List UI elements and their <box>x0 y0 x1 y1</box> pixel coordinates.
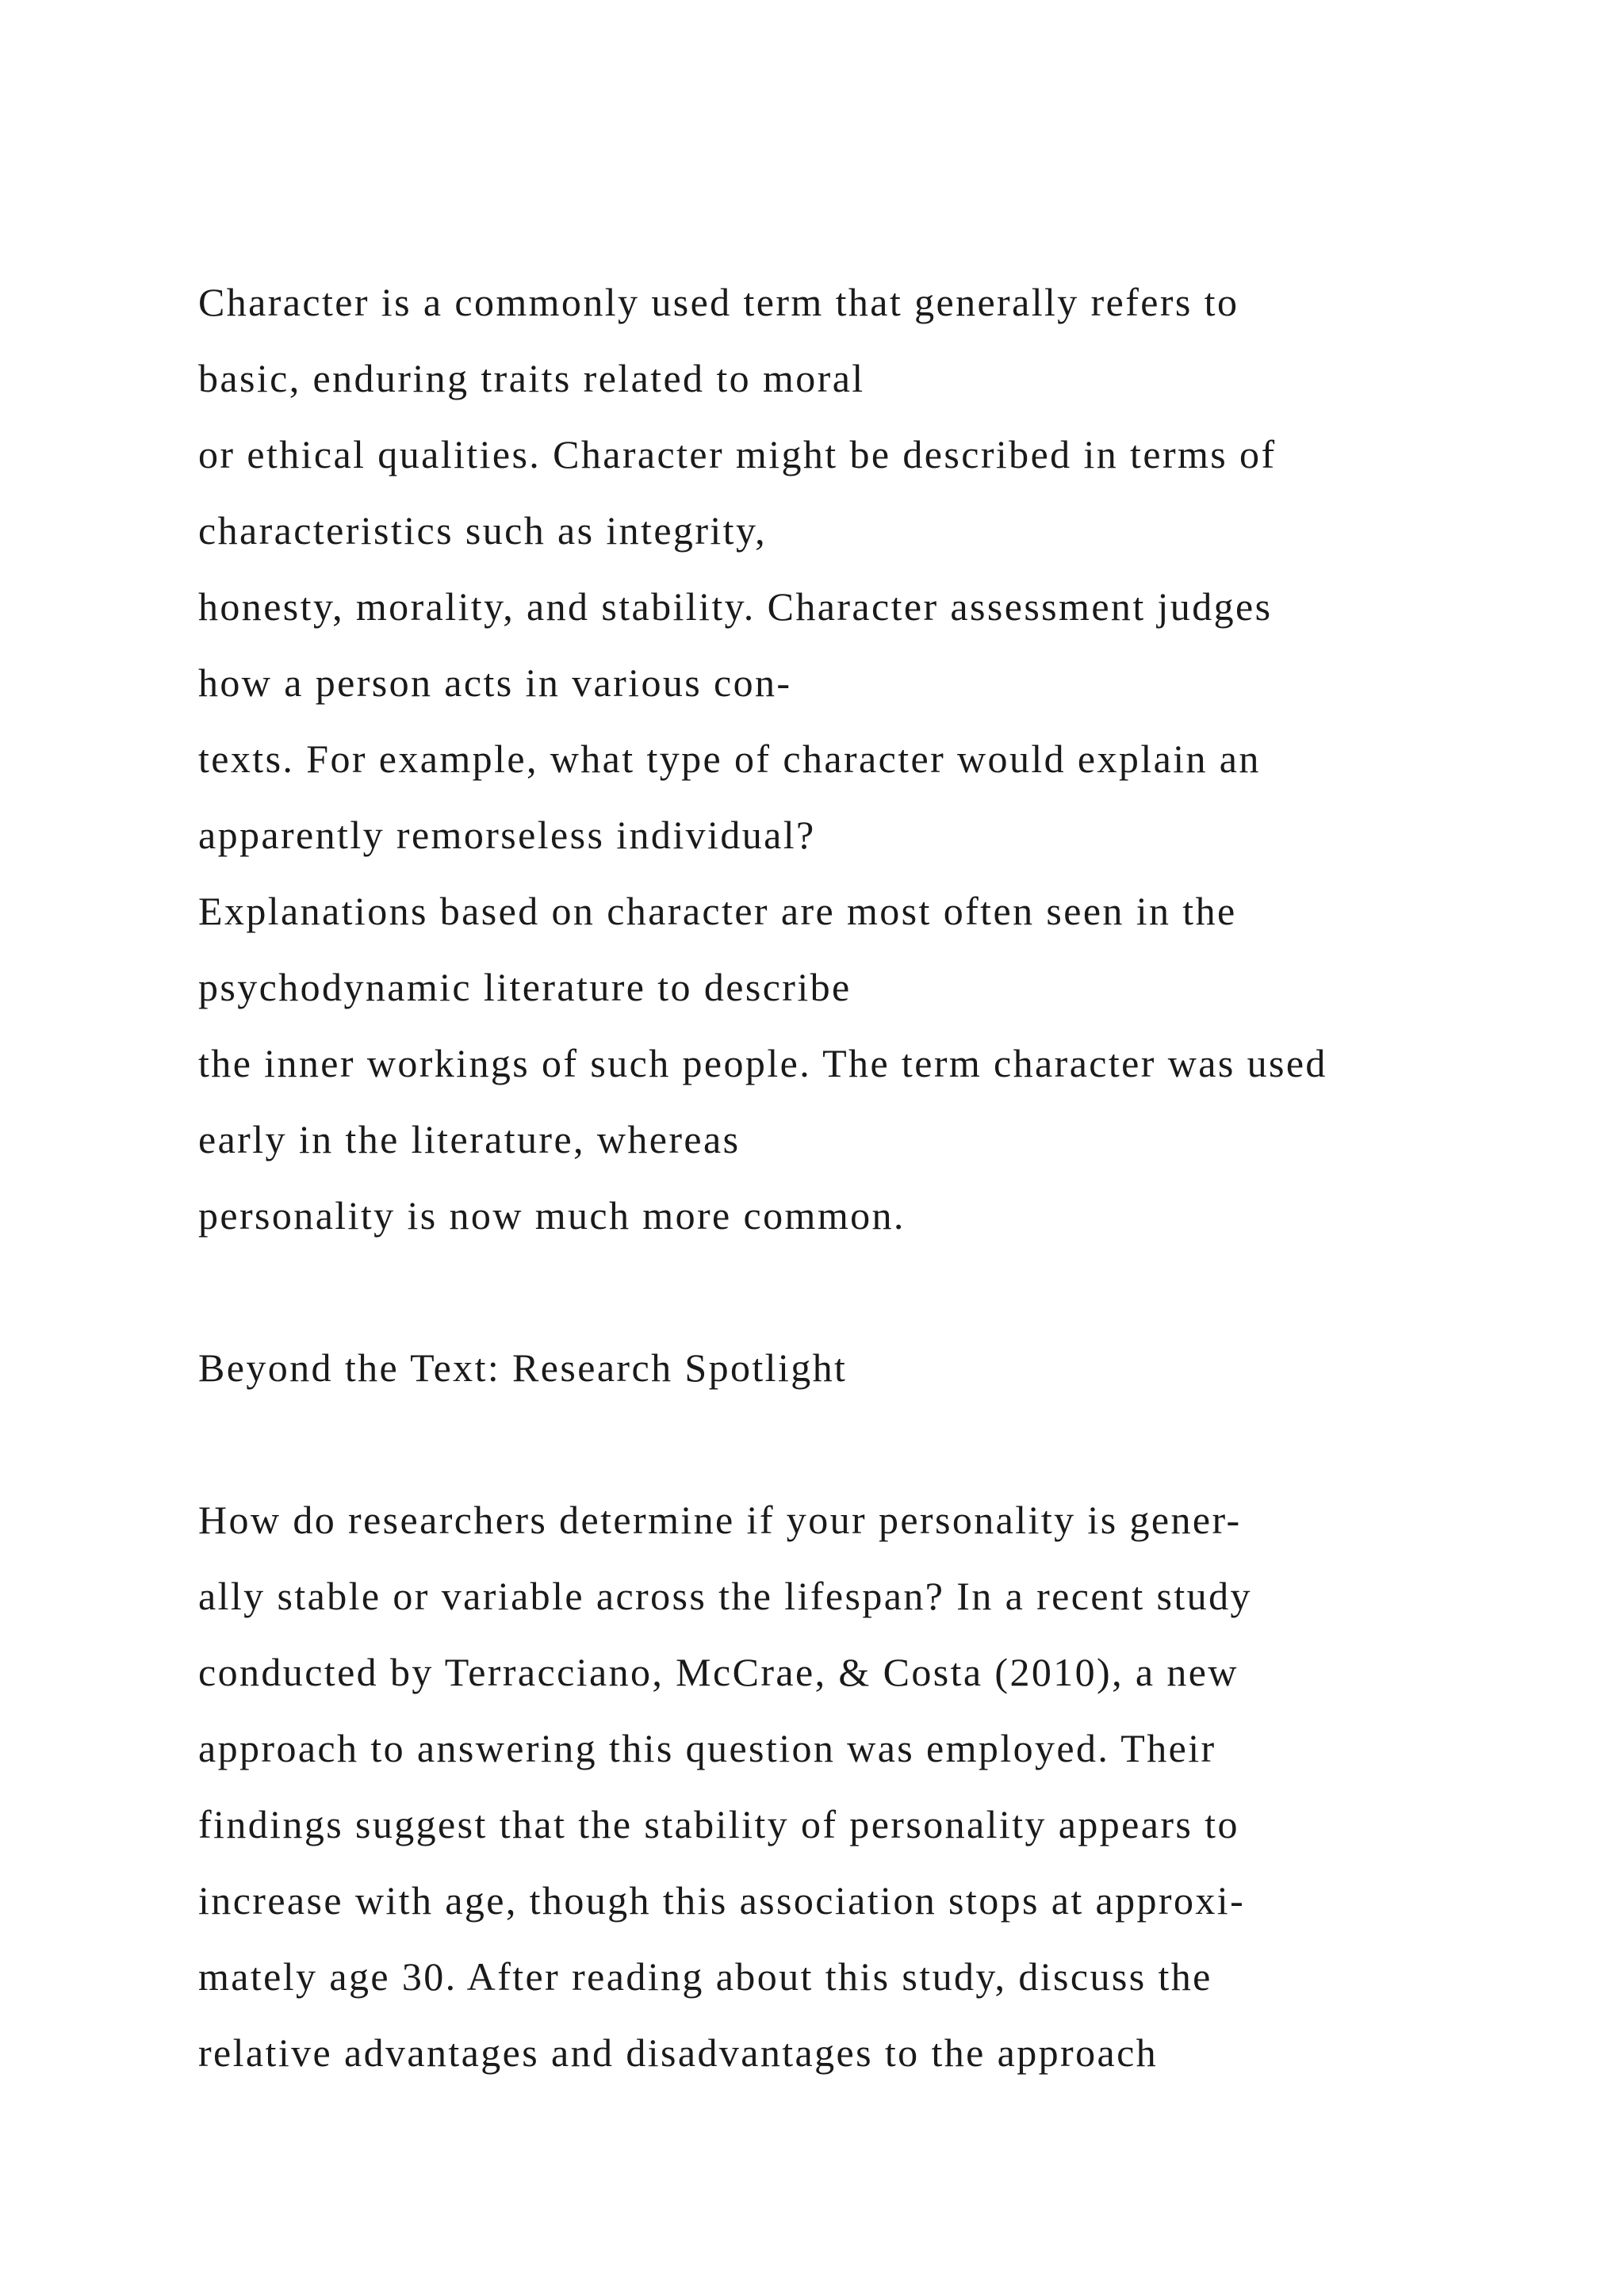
paragraph-1-line-1: Character is a commonly used term that generally refers to <box>198 280 1239 324</box>
paragraph-1-line-8: apparently remorseless individual? <box>198 813 816 857</box>
paragraph-1-line-10: psychodynamic literature to describe <box>198 965 852 1009</box>
paragraph-1-line-4: characteristics such as integrity, <box>198 508 768 553</box>
paragraph-2-line-7: mately age 30. After reading about this study, discuss the <box>198 1954 1212 1999</box>
section-heading: Beyond the Text: Research Spotlight <box>198 1345 848 1390</box>
paragraph-2-line-4: approach to answering this question was employed. Their <box>198 1726 1216 1770</box>
paragraph-1-line-6: how a person acts in various con- <box>198 660 792 705</box>
paragraph-1-line-12: early in the literature, whereas <box>198 1117 741 1161</box>
paragraph-2-line-5: findings suggest that the stability of personality appears to <box>198 1802 1239 1846</box>
paragraph-1-line-3: or ethical qualities. Character might be described in terms of <box>198 432 1277 476</box>
paragraph-1-line-5: honesty, morality, and stability. Character assessment judges <box>198 584 1273 629</box>
paragraph-2-line-2: ally stable or variable across the lifespan? In a recent study <box>198 1574 1252 1618</box>
paragraph-1-line-13: personality is now much more common. <box>198 1193 906 1238</box>
paragraph-1-line-11: the inner workings of such people. The term character was used <box>198 1041 1327 1085</box>
paragraph-2-line-1: How do researchers determine if your personality is gener- <box>198 1498 1242 1542</box>
paragraph-1-line-9: Explanations based on character are most often seen in the <box>198 889 1237 933</box>
paragraph-2-line-6: increase with age, though this association stops at approxi- <box>198 1878 1246 1923</box>
paragraph-1-line-7: texts. For example, what type of character would explain an <box>198 737 1261 781</box>
paragraph-1-line-2: basic, enduring traits related to moral <box>198 356 865 400</box>
paragraph-2-line-8: relative advantages and disadvantages to the approach <box>198 2030 1159 2075</box>
paragraph-2-line-3: conducted by Terracciano, McCrae, & Costa (2010), a new <box>198 1650 1239 1694</box>
